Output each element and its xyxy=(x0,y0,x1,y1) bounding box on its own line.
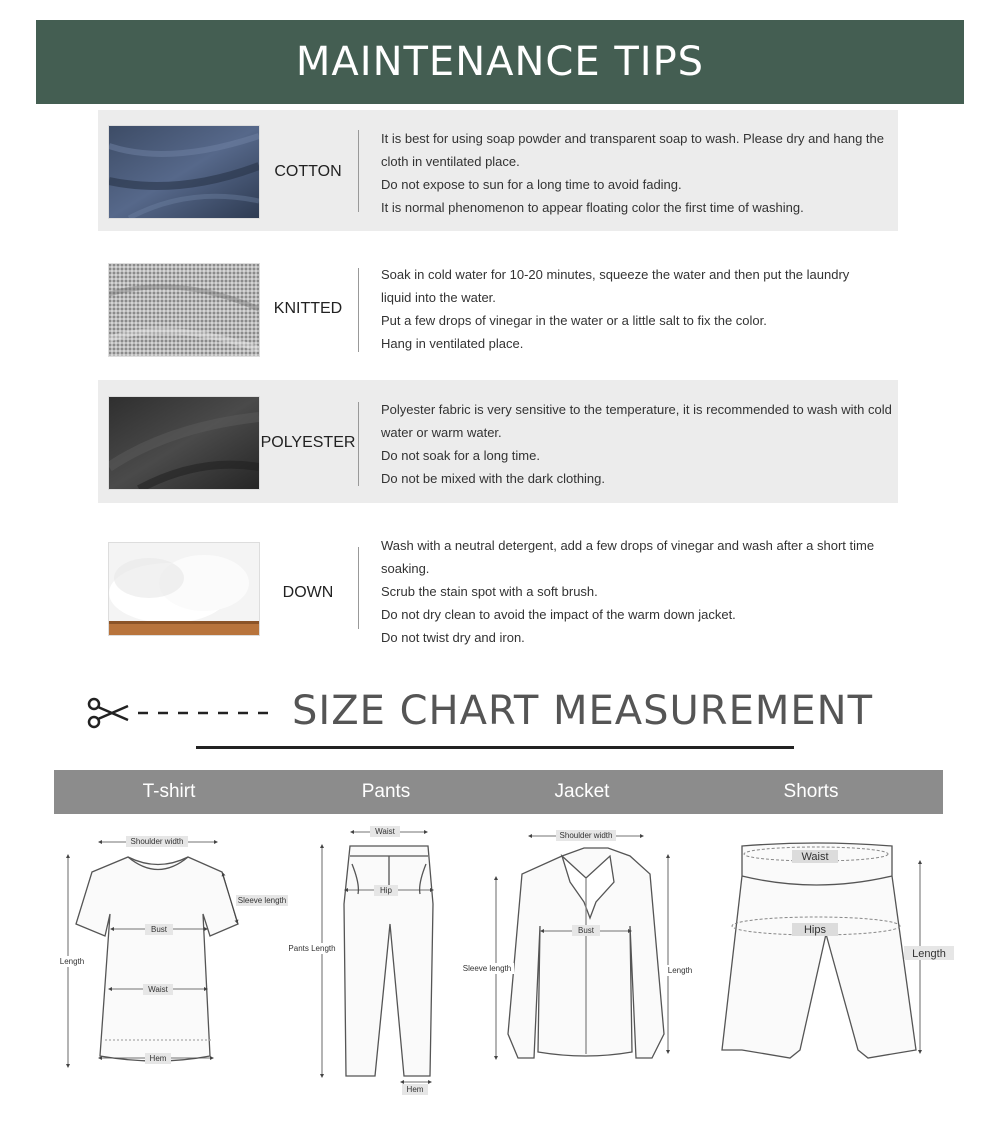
fabric-row-knitted xyxy=(98,248,898,366)
tshirt-hem-label: Hem xyxy=(149,1054,167,1063)
tip-line: Do not expose to sun for a long time to avoid fading. xyxy=(381,177,682,192)
tshirt-length-label: Length xyxy=(59,957,85,966)
fabric-row-cotton xyxy=(98,110,898,231)
fabric-row-down xyxy=(98,520,898,655)
divider xyxy=(358,130,359,212)
tip-line: Do not twist dry and iron. xyxy=(381,630,525,645)
pants-hip-label: Hip xyxy=(379,886,393,895)
fabric-name: KNITTED xyxy=(273,300,343,317)
tip-line: water or warm water. xyxy=(381,425,502,440)
tab-jacket[interactable]: Jacket xyxy=(554,781,610,802)
tip-line: Do not soak for a long time. xyxy=(381,448,540,463)
tshirt-sleeve-label: Sleeve length xyxy=(237,896,287,905)
tshirt-shoulder-label: Shoulder width xyxy=(130,837,184,846)
tab-pants[interactable]: Pants xyxy=(361,781,411,802)
tip-line: soaking. xyxy=(381,561,430,576)
size-diagrams xyxy=(0,814,1000,1114)
knitted-swatch-image xyxy=(108,263,260,357)
fabric-name: POLYESTER xyxy=(260,434,356,451)
tip-line: Put a few drops of vinegar in the water or a little salt to fix the color. xyxy=(381,313,767,328)
tip-line: Wash with a neutral detergent, add a few drops of vinegar and wash after a short time xyxy=(381,538,875,553)
jacket-diagram xyxy=(508,848,664,1058)
jacket-bust-label: Bust xyxy=(577,926,595,935)
maintenance-banner xyxy=(36,20,964,104)
tip-line: It is normal phenomenon to appear floating color the first time of washing. xyxy=(381,200,804,215)
fabric-tips xyxy=(381,263,896,355)
tip-line: Scrub the stain spot with a soft brush. xyxy=(381,584,598,599)
pants-length-label: Pants Length xyxy=(288,944,336,953)
fabric-row-polyester xyxy=(98,380,898,503)
tshirt-diagram xyxy=(76,857,238,1061)
jacket-sleeve-label: Sleeve length xyxy=(462,964,512,973)
down-swatch-image xyxy=(108,542,260,636)
tab-shorts[interactable]: Shorts xyxy=(783,781,839,802)
divider xyxy=(358,547,359,629)
shorts-hips-label: Hips xyxy=(803,924,827,936)
fabric-tips xyxy=(381,398,896,490)
pants-hem-label: Hem xyxy=(406,1085,424,1094)
tip-line: Soak in cold water for 10-20 minutes, squeeze the water and then put the laundry xyxy=(381,267,850,282)
tshirt-bust-label: Bust xyxy=(150,925,168,934)
fabric-name: DOWN xyxy=(282,584,334,601)
size-chart-title: SIZE CHART MEASUREMENT xyxy=(292,688,874,734)
tip-line: Do not be mixed with the dark clothing. xyxy=(381,471,606,486)
shorts-diagram xyxy=(722,843,916,1058)
shorts-waist-label: Waist xyxy=(801,851,829,863)
garment-tab-bar xyxy=(54,770,943,814)
tip-line: Hang in ventilated place. xyxy=(381,336,524,351)
tshirt-waist-label: Waist xyxy=(148,985,168,994)
fabric-tips xyxy=(381,534,896,649)
tip-line: cloth in ventilated place. xyxy=(381,154,520,169)
tip-line: Polyester fabric is very sensitive to the temperature, it is recommended to wash with cold xyxy=(381,402,892,417)
tip-line: liquid into the water. xyxy=(381,290,496,305)
pants-diagram xyxy=(344,846,433,1076)
pants-waist-label: Waist xyxy=(375,827,395,836)
fabric-name: COTTON xyxy=(274,163,342,180)
scissors-cut-line-icon xyxy=(84,696,274,730)
cotton-swatch-image xyxy=(108,125,260,219)
title-underline xyxy=(196,746,794,749)
jacket-shoulder-label: Shoulder width xyxy=(559,831,613,840)
banner-title: MAINTENANCE TIPS xyxy=(295,39,705,85)
tip-line: It is best for using soap powder and transparent soap to wash. Please dry and hang the xyxy=(381,131,884,146)
divider xyxy=(358,402,359,486)
fabric-tips xyxy=(381,127,896,219)
polyester-swatch-image xyxy=(108,396,260,490)
shorts-length-label: Length xyxy=(912,948,946,960)
tab-tshirt[interactable]: T-shirt xyxy=(142,781,196,802)
jacket-length-label: Length xyxy=(667,966,693,975)
divider xyxy=(358,268,359,352)
tip-line: Do not dry clean to avoid the impact of the warm down jacket. xyxy=(381,607,736,622)
